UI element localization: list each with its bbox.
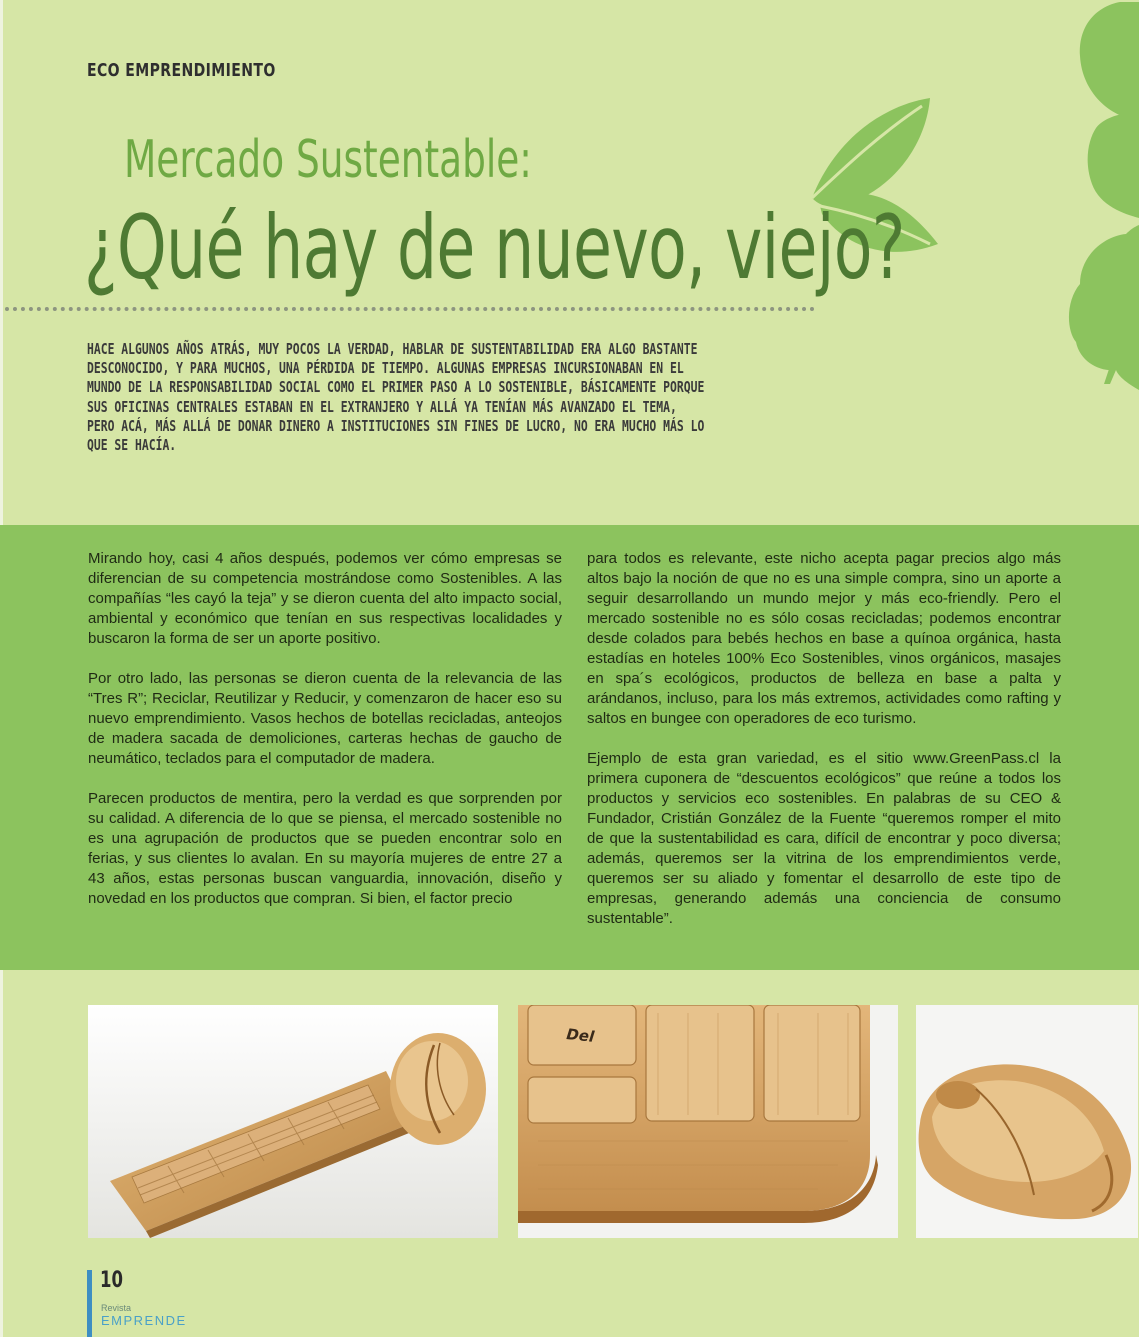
intro-line: PERO ACÁ, MÁS ALLÁ DE DONAR DINERO A INSTITUCIONES SIN FINES DE LUCRO, NO ERA MUCHO MÁS LO — [87, 416, 705, 435]
body-paragraph: para todos es relevante, este nicho acepta pagar precios algo más altos bajo la noción de que no es una simple compra, sino un aporte a seguir desarrollando un mundo mejor y más eco-friendly. Pero el mercado sostenible no es sólo cosas recicladas; podemos encontrar desde colados para bebés hechos en base a quínoa orgánica, hasta estadías en hoteles 100% Eco Sostenibles, vinos orgánicos, masajes en spa´s ecológicos, productos de belleza en base a palta y arándanos, incluso, para los más extremos, actividades como rafting y saltos en bungee con operadores de eco turismo. — [587, 550, 1061, 727]
key-label: Del — [565, 1025, 596, 1046]
dotted-divider — [5, 307, 815, 311]
body-paragraph: Parecen productos de mentira, pero la verdad es que sorprenden por su calidad. A diferencia de lo que se piensa, el mercado sostenible no es una agrupación de productos que se pueden encontrar solo en ferias, y sus clientes lo avalan. En su mayoría mujeres de entre 27 a 43 años, estas personas buscan vanguardia, innovación, diseño y novedad en los productos que compran. Si bien, el factor precio — [88, 790, 562, 907]
body-paragraph: Mirando hoy, casi 4 años después, podemos ver cómo empresas se diferencian de su competencia mostrándose como Sostenibles. A las compañías “les cayó la teja” y se dieron cuenta del alto impacto social, ambiental y económico que tenían en sus respectivas localidades y buscaron la forma de ser un aporte positivo. — [88, 550, 562, 647]
intro-line: HACE ALGUNOS AÑOS ATRÁS, MUY POCOS LA VERDAD, HABLAR DE SUSTENTABILIDAD ERA ALGO BASTANTE — [87, 340, 698, 358]
photo-bamboo-keys-closeup — [518, 1005, 898, 1238]
intro-line: SUS OFICINAS CENTRALES ESTABAN EN EL EXTRANJERO Y ALLÁ YA TENÍAN MÁS AVANZADO EL TEMA, — [87, 397, 677, 416]
page-number: 10 — [100, 1268, 123, 1293]
intro-line: DESCONOCIDO, Y PARA MUCHOS, UNA PÉRDIDA DE TIEMPO. ALGUNAS EMPRESAS INCURSIONABAN EN EL — [87, 359, 684, 378]
section-label: ECO EMPRENDIMIENTO — [87, 60, 276, 81]
body-column-left — [88, 549, 562, 929]
magazine-name: EMPRENDE — [101, 1313, 187, 1328]
page-number-bar — [87, 1270, 92, 1337]
body-column-right — [587, 549, 1061, 949]
intro-line: MUNDO DE LA RESPONSABILIDAD SOCIAL COMO EL PRIMER PASO A LO SOSTENIBLE, BÁSICAMENTE PORQUE — [87, 378, 705, 397]
title-line-2: ¿Qué hay de nuevo, viejo? — [84, 196, 905, 299]
body-paragraph: Por otro lado, las personas se dieron cuenta de la relevancia de las “Tres R”; Reciclar, Reutilizar y Reducir, y comenzaron de hacer eso su nuevo emprendimiento. Vasos hechos de botellas recicladas, anteojos de madera sacada de demoliciones, carteras hechas de gaucho de neumático, teclados para el computador de madera. — [88, 670, 562, 767]
magazine-label: Revista — [101, 1303, 132, 1313]
body-paragraph: Ejemplo de esta gran variedad, es el sitio www.GreenPass.cl la primera cuponera de “descuentos ecológicos” que reúne a todos los productos y servicios eco sostenibles. En palabras de su CEO & Fundador, Cristián González de la Fuente “queremos romper el mito de que la sustentabilidad es cara, difícil de encontrar y poco diversa; además, queremos ser la vitrina de los emprendimientos verde, queremos ser su aliado y fomentar el desarrollo de este tipo de empresas, generando además una conciencia de consumo sustentable”. — [587, 750, 1061, 927]
photo-bamboo-keyboard-mouse — [88, 1005, 498, 1238]
intro-paragraph — [87, 340, 793, 455]
intro-line: QUE SE HACÍA. — [87, 436, 177, 455]
photo-bamboo-mouse-closeup — [916, 1005, 1138, 1238]
title-line-1: Mercado Sustentable: — [124, 130, 532, 190]
